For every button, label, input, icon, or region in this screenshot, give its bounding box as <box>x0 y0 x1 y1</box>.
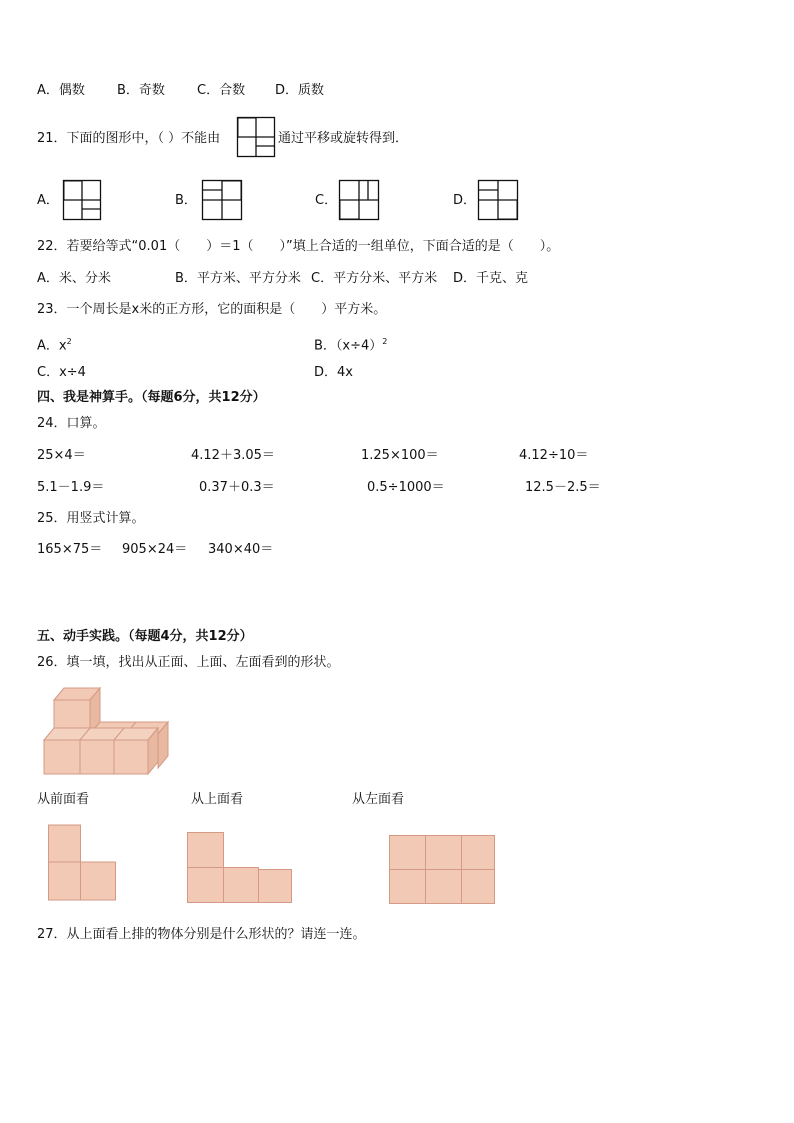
q21-option-d-figure <box>478 180 518 220</box>
q21-option-b-figure <box>202 180 242 220</box>
q21-option-a-label: A． <box>37 193 59 208</box>
q24-stem: 24．口算。 <box>37 416 106 431</box>
q26-view-label-top: 从上面看 <box>191 792 244 807</box>
q21-option-c-figure <box>339 180 379 220</box>
q25-stem: 25．用竖式计算。 <box>37 511 145 526</box>
q20-option-d: D．质数 <box>275 83 325 98</box>
q24-item: 4.12÷10＝ <box>519 448 589 463</box>
q24-item: 1.25×100＝ <box>361 448 439 463</box>
q26-front-view-figure <box>48 824 118 902</box>
q23-option-a: A．$x^2$ <box>37 337 72 354</box>
q22-option-c: C．平方分米、平方米 <box>311 271 438 286</box>
q25-item: 905×24＝ <box>122 542 188 557</box>
q24-item: 5.1－1.9＝ <box>37 480 105 495</box>
q21-option-c-label: C． <box>315 193 338 208</box>
q23-option-c: C．x÷4 <box>37 365 86 380</box>
q22-option-b: B．平方米、平方分米 <box>175 271 301 286</box>
q24-item: 12.5－2.5＝ <box>525 480 601 495</box>
q26-view-label-front: 从前面看 <box>37 792 90 807</box>
q24-item: 0.5÷1000＝ <box>367 480 445 495</box>
q25-item: 340×40＝ <box>208 542 274 557</box>
q20-option-b: B．奇数 <box>117 83 165 98</box>
q21-option-d-label: D． <box>453 193 477 208</box>
q21-option-b-label: B． <box>175 193 197 208</box>
q24-item: 25×4＝ <box>37 448 86 463</box>
q26-left-view-figure <box>389 835 497 905</box>
q22-stem: 22．若要给等式“0.01（ ）＝1（ ）”填上合适的一组单位，下面合适的是（ ）。 <box>37 239 560 254</box>
q23-stem: 23．一个周长是x米的正方形，它的面积是（ ）平方米。 <box>37 302 387 317</box>
q26-stem: 26．填一填，找出从正面、上面、左面看到的形状。 <box>37 655 340 670</box>
q25-item: 165×75＝ <box>37 542 103 557</box>
q26-top-view-figure <box>187 832 295 904</box>
q21-option-a-figure <box>63 180 101 220</box>
q21-reference-figure <box>237 117 275 157</box>
q22-option-d: D．千克、克 <box>453 271 529 286</box>
section-4-title: 四、我是神算手。（每题6分，共12分） <box>37 390 266 405</box>
q23-option-d: D．4x <box>314 365 353 380</box>
q21-stem-suffix: 通过平移或旋转得到． <box>278 131 409 146</box>
q24-item: 0.37＋0.3＝ <box>199 480 275 495</box>
q22-option-a: A．米、分米 <box>37 271 111 286</box>
q24-item: 4.12＋3.05＝ <box>191 448 275 463</box>
q26-view-label-left: 从左面看 <box>352 792 405 807</box>
q20-option-c: C．合数 <box>197 83 246 98</box>
q27-stem: 27．从上面看上排的物体分别是什么形状的？请连一连。 <box>37 927 366 942</box>
section-5-title: 五、动手实践。（每题4分，共12分） <box>37 629 253 644</box>
q20-option-a: A．偶数 <box>37 83 85 98</box>
q21-stem-prefix: 21．下面的图形中，（ ）不能由 <box>37 131 221 146</box>
q23-option-b: B．$(x\div 4)^2$ <box>314 337 388 354</box>
q26-cube-stack-figure <box>40 684 172 776</box>
